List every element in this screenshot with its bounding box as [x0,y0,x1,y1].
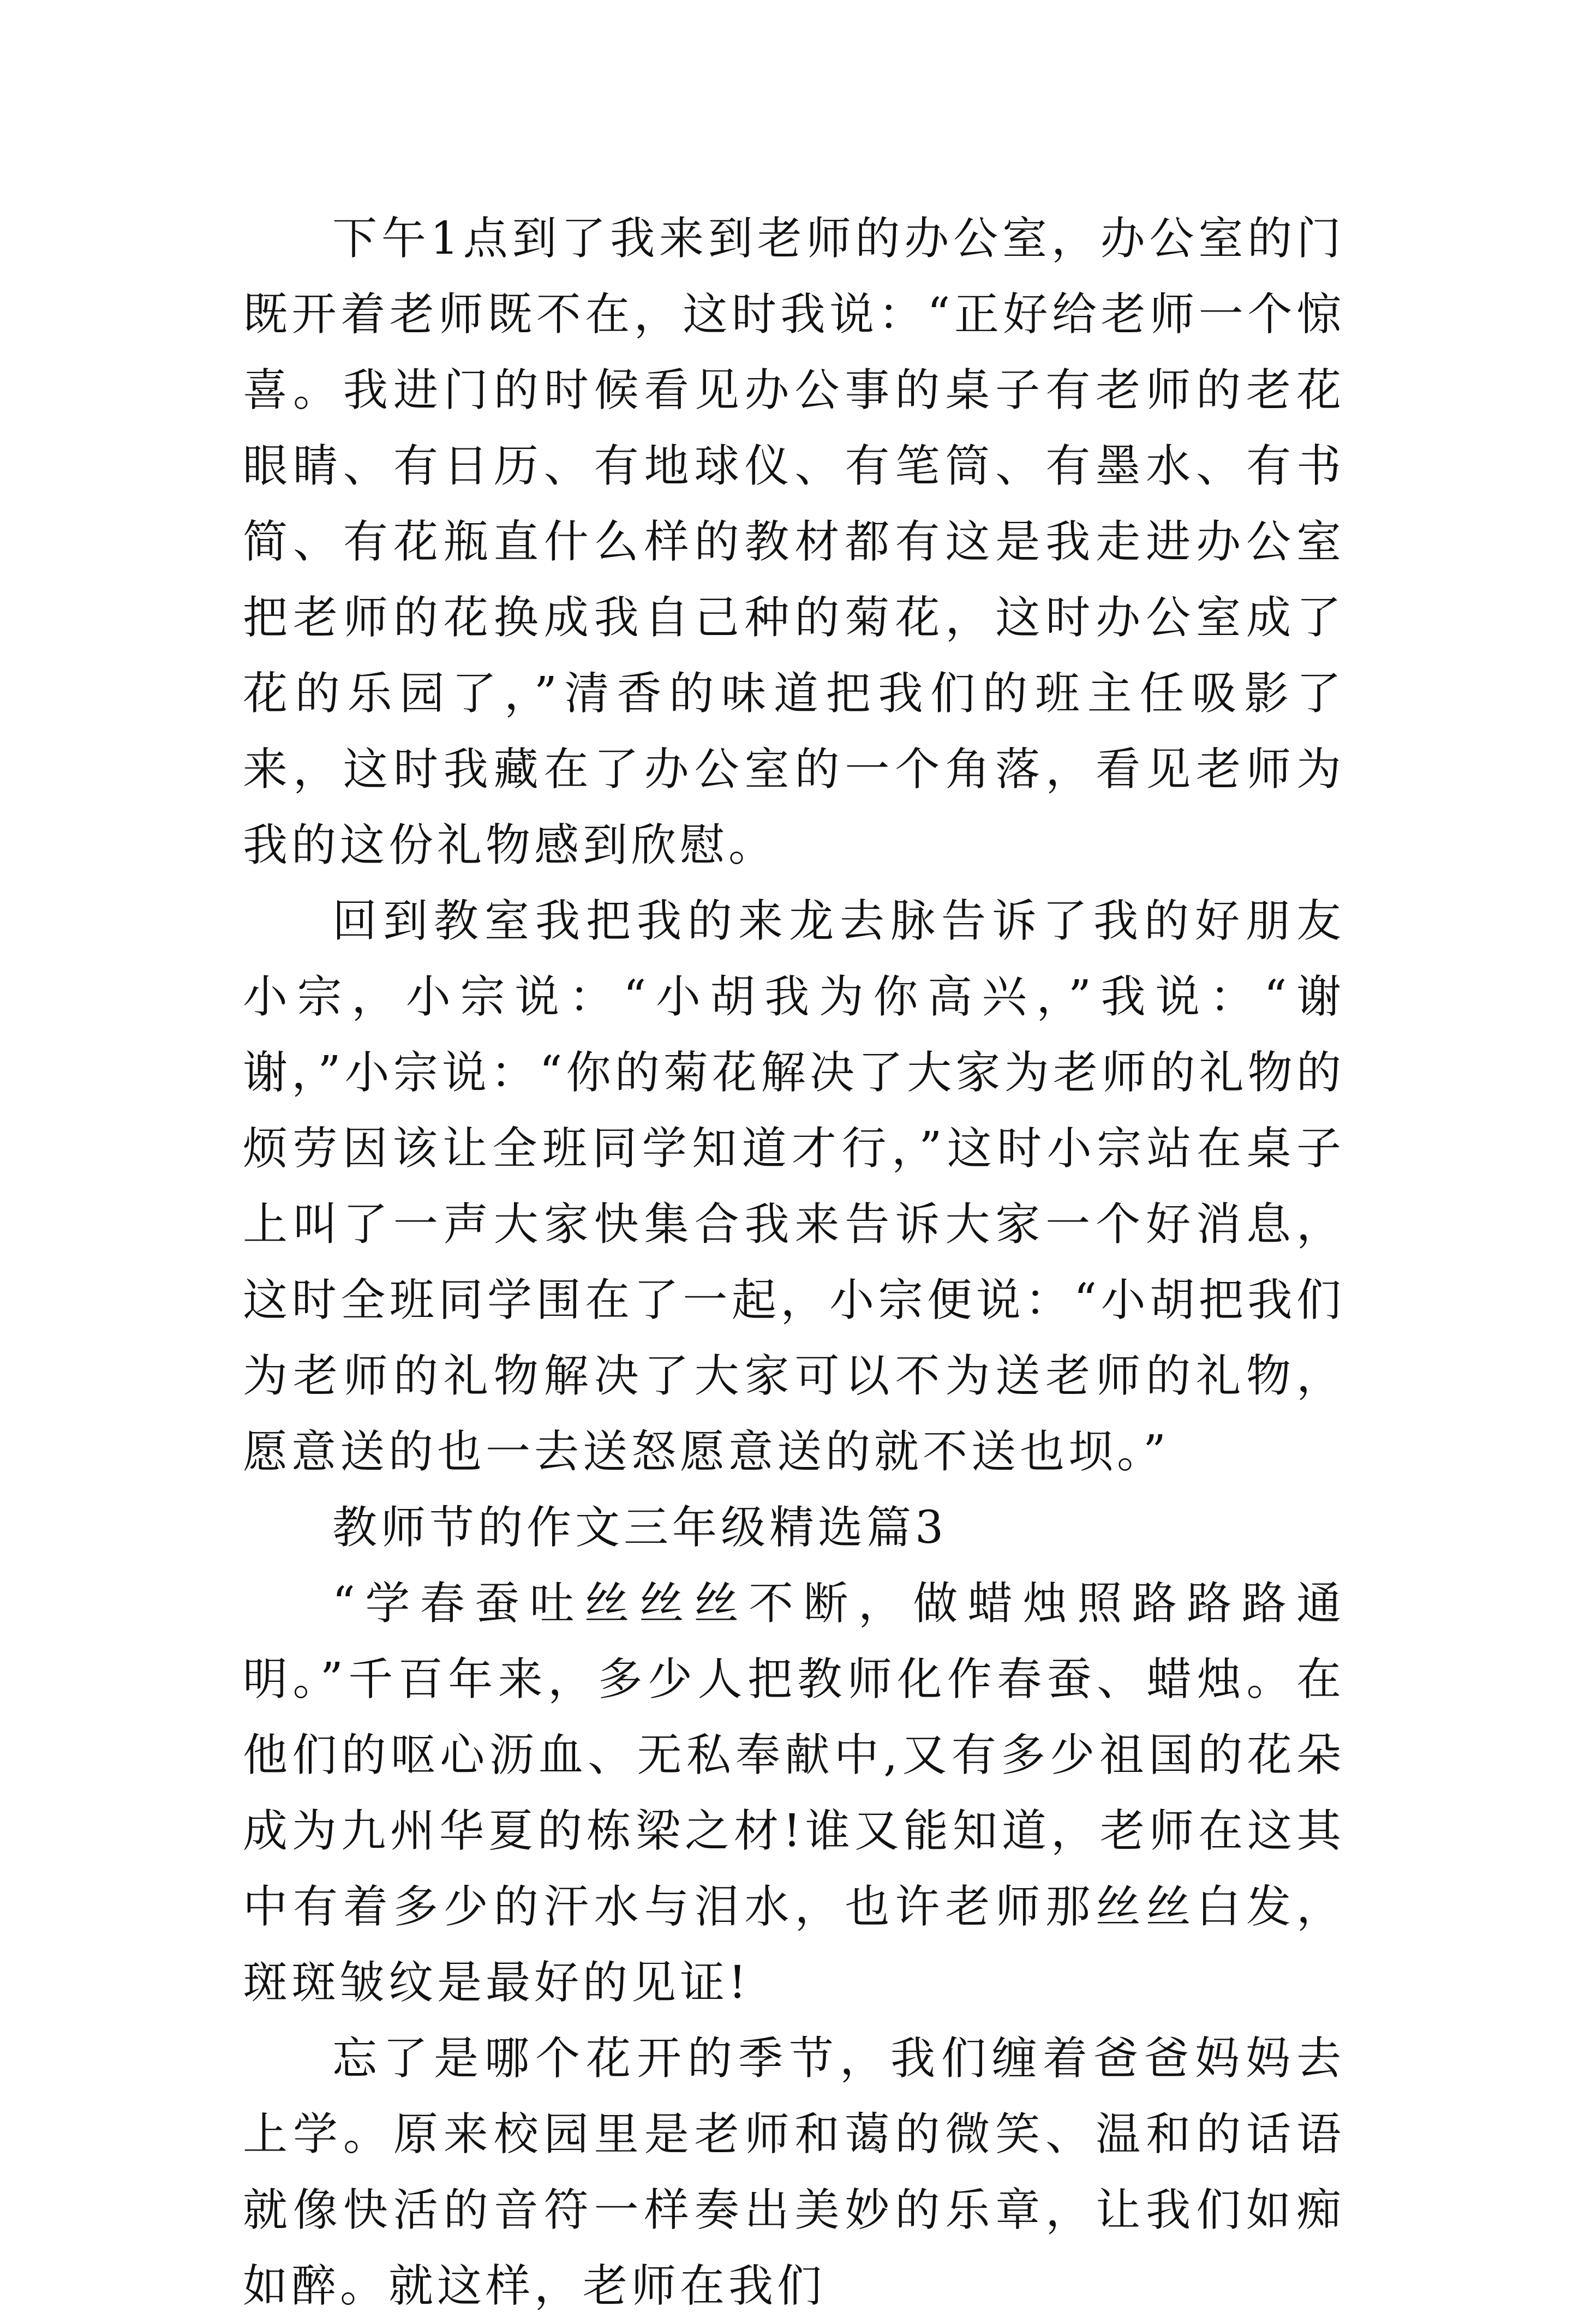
document-body [243,201,1345,2324]
paragraph-silkworm-candle: “学春蚕吐丝丝丝不断，做蜡烛照路路路通明。”千百年来，多少人把教师化作春蚕、蜡烛。在他们的呕心沥血、无私奉献中,又有多少祖国的花朵成为九州华夏的栋梁之材!谁又能知道，老师在这其中有着多少的汗水与泪水，也许老师那丝丝白发，斑斑皱纹是最好的见证! [243,1578,1345,2009]
section-heading: 教师节的作文三年级精选篇3 [332,1502,948,1554]
paragraph-office-visit: 下午1点到了我来到老师的办公室，办公室的门既开着老师既不在，这时我说：“正好给老师一个惊喜。我进门的时候看见办公事的桌子有老师的老花眼睛、有日历、有地球仪、有笔筒、有墨水、有书简、有花瓶直什么样的教材都有这是我走进办公室把老师的花换成我自己种的菊花，这时办公室成了花的乐园了，”清香的味道把我们的班主任吸影了来，这时我藏在了办公室的一个角落，看见老师为我的这份礼物感到欣慰。 [243,213,1345,871]
paragraph-classroom: 回到教室我把我的来龙去脉告诉了我的好朋友小宗，小宗说：“小胡我为你高兴，”我说：“谢谢，”小宗说：“你的菊花解决了大家为老师的礼物的烦劳因该让全班同学知道才行，”这时小宗站在桌子上叫了一声大家快集合我来告诉大家一个好消息，这时全班同学围在了一起，小宗便说：“小胡把我们为老师的礼物解决了大家可以不为送老师的礼物，愿意送的也一去送怒愿意送的就不送也坝。” [243,895,1345,1478]
paragraph-flower-season: 忘了是哪个花开的季节，我们缠着爸爸妈妈去上学。原来校园里是老师和蔼的微笑、温和的话语就像快活的音符一样奏出美妙的乐章，让我们如痴如醉。就这样，老师在我们 [243,2033,1345,2312]
